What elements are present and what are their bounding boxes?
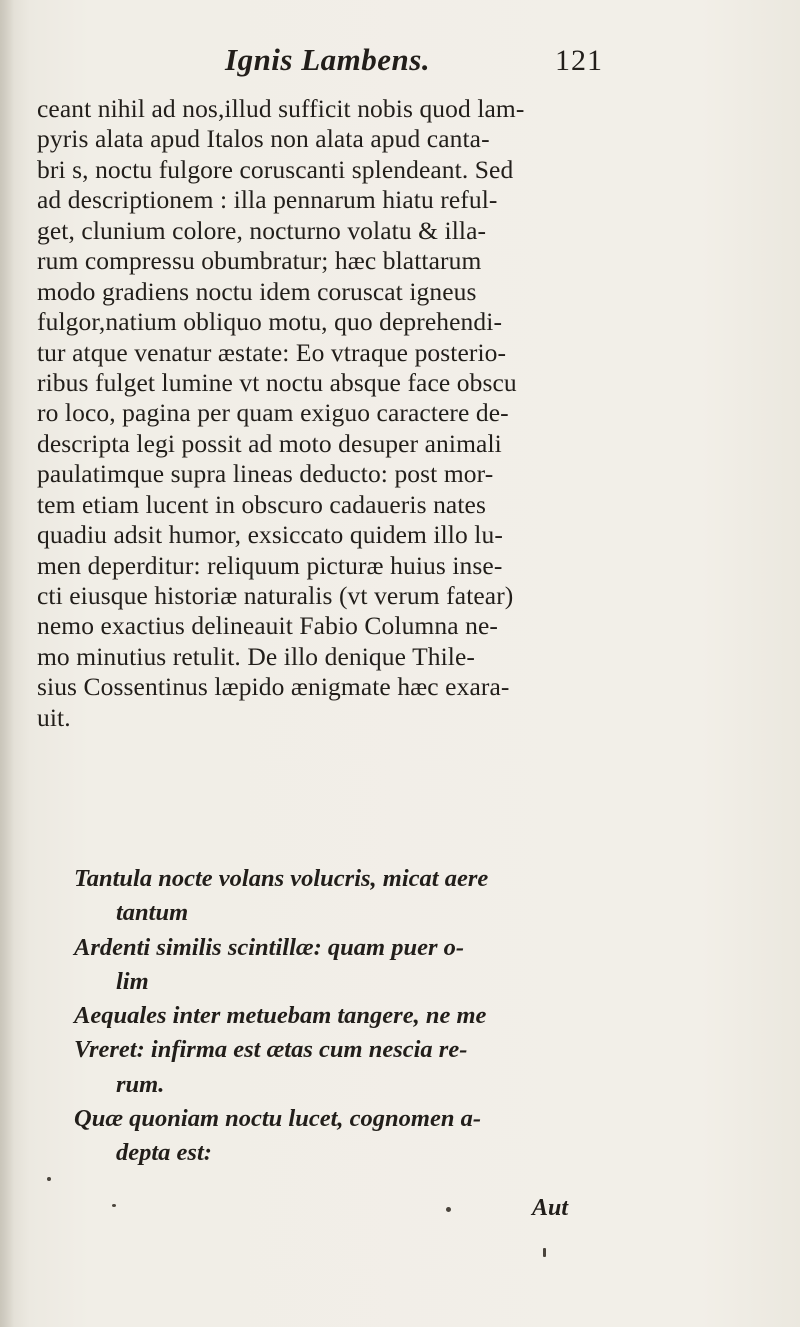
running-title: Ignis Lambens. (225, 42, 431, 77)
body-text (37, 94, 637, 733)
text-line: cti eiusque historiæ naturalis (vt verum fatear) (37, 581, 514, 610)
text-line: get, clunium colore, nocturno volatu & illa- (37, 215, 487, 245)
text-line: fulgor,natium obliquo motu, quo deprehendi- (37, 307, 503, 337)
text-line: quadiu adsit humor, exsiccato quidem illo lu- (37, 520, 503, 550)
verse-line: lim (116, 967, 149, 995)
page-number: 121 (555, 44, 603, 77)
verse-line: Tantula noctе volans volucris, micat aere (74, 865, 489, 892)
binding-gutter-shadow (0, 0, 14, 1327)
text-line: modo gradiens noctu idem coruscat igneus (37, 276, 477, 306)
text-line: bri s, noctu fulgore coruscanti splendeant. Sed (37, 154, 514, 184)
ink-speck (47, 1177, 51, 1181)
text-line: ceant nihil ad nos,illud sufficit nobis quod lam- (37, 94, 525, 123)
text-line: tur atque venatur æstate: Eo vtraque posterio- (37, 337, 507, 367)
text-line: sius Cossentinus læpido ænigmate hæc exara- (37, 672, 510, 702)
text-line: paulatimque supra lineas deducto: post mor- (37, 459, 494, 489)
text-line: descripta legi possit ad moto desuper animali (37, 428, 502, 458)
verse-line: depta est: (116, 1139, 212, 1167)
verse-line: Aequales inter metuebam tangere, ne me (74, 1002, 487, 1030)
verse-line: Vreret: infirma est ætas cum nescia re- (74, 1036, 468, 1064)
text-line: rum compressu obumbratur; hæc blattarum (37, 246, 482, 276)
text-line: tem etiam lucent in obscuro cadaueris nates (37, 489, 486, 519)
text-line: men deperditur: reliquum picturæ huius inse- (37, 550, 503, 580)
text-line: nemo exactius delineauit Fabio Columna ne- (37, 611, 498, 641)
running-head (0, 42, 800, 92)
verse-line: Quæ quoniam noctu lucet, cognomen a- (74, 1105, 482, 1133)
ink-speck (112, 1204, 116, 1207)
verse-line: rum. (116, 1070, 165, 1098)
verse-line: tantum (116, 899, 189, 927)
catchword: Aut (532, 1195, 569, 1221)
ink-speck (446, 1207, 451, 1212)
text-line: ribus fulget lumine vt noctu absque face obscu (37, 367, 517, 397)
text-line: mo minutius retulit. De illo denique Thile- (37, 641, 475, 671)
text-line: ro loco, pagina per quam exiguo caractere de- (37, 398, 509, 428)
text-line: pyris alata apud Italos non alata apud canta- (37, 124, 490, 154)
text-line: ad descriptionem : illa pennarum hiatu reful- (37, 185, 498, 215)
text-line: uit. (37, 702, 71, 732)
ink-speck (543, 1248, 546, 1257)
verse-line: Ardenti similis scintillæ: quam puer o- (74, 933, 465, 961)
verse-quotation (74, 862, 674, 1171)
